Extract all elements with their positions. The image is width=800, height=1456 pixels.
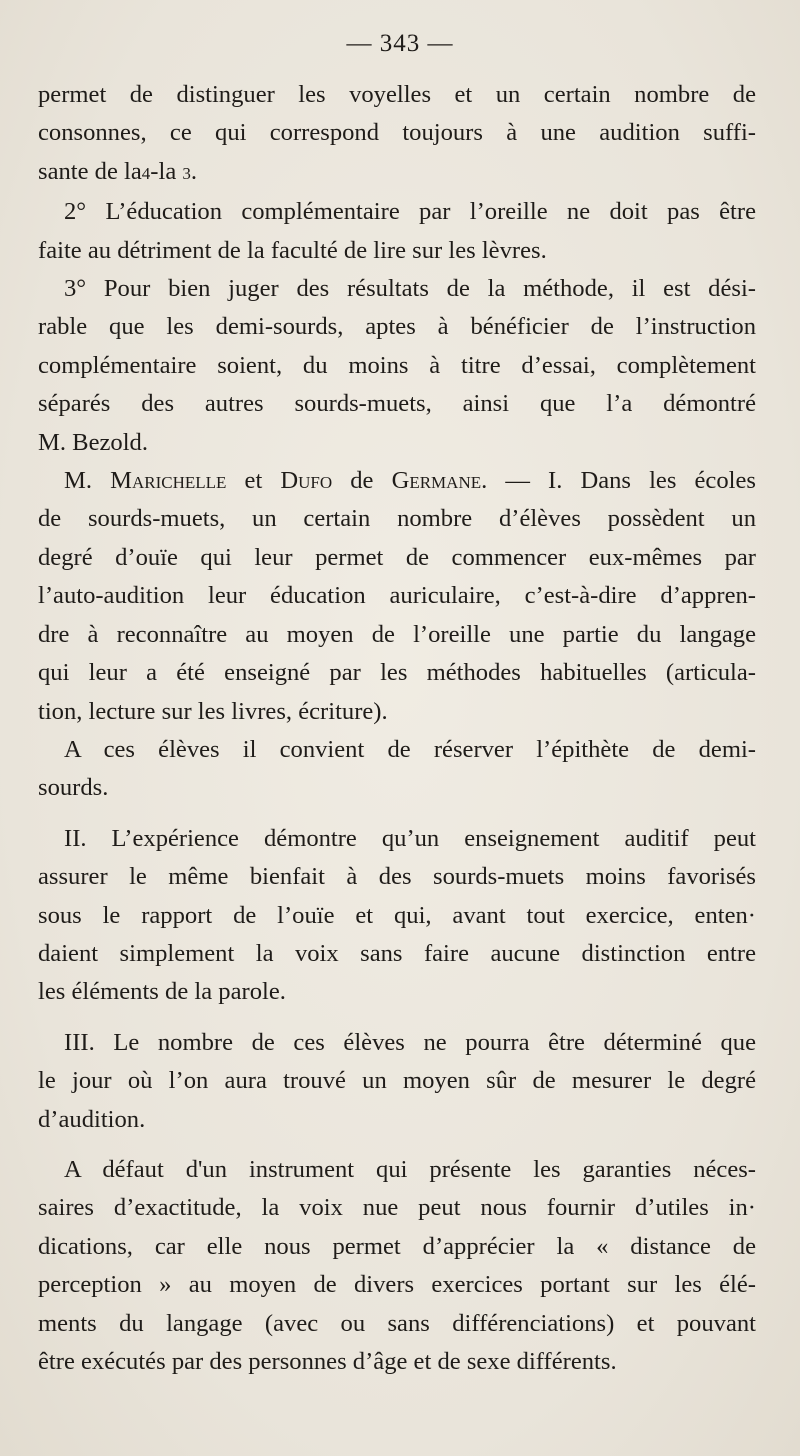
paragraph-2 <box>38 193 756 270</box>
text-line: de sourds-muets, un certain nombre d’élèves possèdent un <box>38 505 756 533</box>
text-line: faite au détriment de la faculté de lire sur les lèvres. <box>38 236 547 264</box>
fraction-numerator: 4 <box>141 163 151 183</box>
author-name: Germane. <box>391 467 488 495</box>
paragraph-4 <box>38 462 756 731</box>
text-fragment: sante de la <box>38 157 142 185</box>
text-line: l’auto-audition leur éducation auriculaire, c’est-à-dire d’appren- <box>38 582 756 610</box>
paragraph-gap <box>38 1012 756 1024</box>
text-line: le jour où l’on aura trouvé un moyen sûr de mesurer le degré <box>38 1067 756 1095</box>
fraction-numerator: 3 <box>182 163 191 183</box>
text-line: tion, lecture sur les livres, écriture). <box>38 697 388 725</box>
body-text <box>38 76 756 1381</box>
text-line: 3° Pour bien juger des résultats de la méthode, il est dési- <box>64 275 756 303</box>
text-fragment: — I. Dans les écoles <box>505 467 756 495</box>
paragraph-gap <box>38 808 756 820</box>
text-line: saires d’exactitude, la voix nue peut nous fournir d’utiles in· <box>38 1194 756 1222</box>
text-line: complémentaire soient, du moins à titre d’essai, complètement <box>38 351 756 379</box>
text-line: assurer le même bienfait à des sourds-muets moins favorisés <box>38 863 756 891</box>
text-line: d’audition. <box>38 1105 146 1133</box>
text-line <box>38 462 756 500</box>
paragraph-6 <box>38 820 756 1012</box>
text-line: II. L’expérience démontre qu’un enseignement auditif peut <box>64 824 756 852</box>
text-fragment: M. <box>64 467 93 495</box>
text-line: sous le rapport de l’ouïe et qui, avant tout exercice, enten· <box>38 901 756 929</box>
text-line: degré d’ouïe qui leur permet de commencer eux-mêmes par <box>38 543 756 571</box>
text-line: A ces élèves il convient de réserver l’épithète de demi- <box>64 735 756 763</box>
text-line: ments du langage (avec ou sans différenciations) et pouvant <box>38 1309 756 1337</box>
text-line: dications, car elle nous permet d’apprécier la « distance de <box>38 1232 756 1260</box>
paragraph-gap <box>38 1139 756 1151</box>
text-line: sourds. <box>38 774 109 802</box>
page-number: — 343 — <box>346 30 454 57</box>
text-line: qui leur a été enseigné par les méthodes habituelles (articula- <box>38 659 756 687</box>
text-fragment: et <box>244 467 263 495</box>
text-line: III. Le nombre de ces élèves ne pourra être déterminé que <box>64 1028 756 1056</box>
text-line: séparés des autres sourds-muets, ainsi que l’a démontré <box>38 390 756 418</box>
text-line: rable que les demi-sourds, aptes à bénéficier de l’instruction <box>38 313 756 341</box>
text-line: consonnes, ce qui correspond toujours à une audition suffi- <box>38 119 756 147</box>
text-line: être exécutés par des personnes d’âge et de sexe différents. <box>38 1348 617 1375</box>
text-line <box>38 153 756 193</box>
text-fragment: de <box>350 467 374 495</box>
text-fragment: -la <box>150 157 177 185</box>
text-line: M. Bezold. <box>38 428 148 456</box>
text-line: 2° L’éducation complémentaire par l’oreille ne doit pas être <box>64 198 756 226</box>
text-line: daient simplement la voix sans faire aucune distinction entre <box>38 939 756 967</box>
text-line: dre à reconnaître au moyen de l’oreille une partie du langage <box>38 620 756 648</box>
author-name: Marichelle <box>110 467 227 495</box>
text-line: permet de distinguer les voyelles et un certain nombre de <box>38 81 756 108</box>
author-name: Dufo <box>280 467 333 495</box>
paragraph-7 <box>38 1024 756 1139</box>
paragraph-8 <box>38 1151 756 1381</box>
text-line: A défaut d'un instrument qui présente les garanties néces- <box>64 1155 756 1183</box>
paragraph-3 <box>38 270 756 462</box>
text-line: perception » au moyen de divers exercices portant sur les élé- <box>38 1271 756 1299</box>
paragraph-continuation <box>38 76 756 193</box>
text-line: les éléments de la parole. <box>38 978 286 1006</box>
text-fragment: . <box>190 157 198 185</box>
paragraph-5 <box>38 731 756 808</box>
